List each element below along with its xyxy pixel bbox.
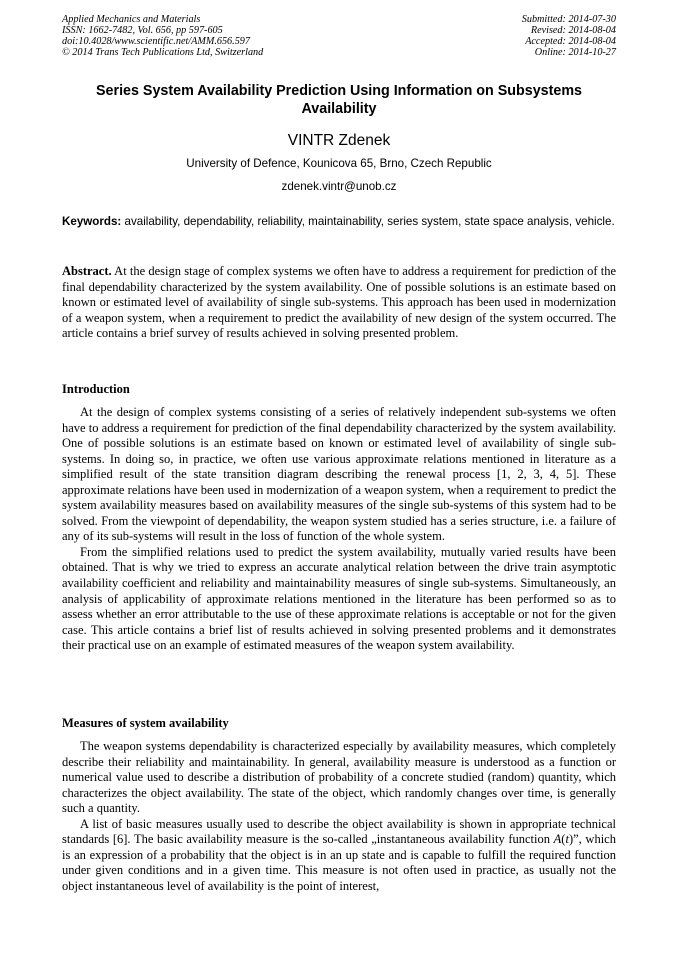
- introduction-heading: Introduction: [62, 382, 130, 396]
- time-symbol: t: [565, 832, 569, 847]
- abstract: [62, 264, 616, 342]
- keywords-text: availability, dependability, reliability, maintainability, series system, state space analysis, vehicle.: [124, 215, 615, 228]
- journal-doi: doi:10.4028/www.scientific.net/AMM.656.597: [62, 35, 250, 47]
- paper-title: Series System Availability Prediction Using Information on Subsystems Availability: [96, 83, 582, 117]
- abstract-text: At the design stage of complex systems we often have to address a requirement for prediction of the final dependability characterized by the system availability. One of possible solutions is an estimate based on known or estimated level of availability of single sub-systems. This approach has been used in modernization of a weapon system, when a requirement to predict the availability of new design of the system occurred. The article contains a brief survey of results achieved in solving presented problem.: [62, 264, 616, 341]
- keywords: [62, 214, 616, 230]
- measures-p2-text-b: )”, which is an expression of a probability that the object is in an up state and is capable to fulfill the required function under given conditions and in a given time. This measure is not often used in practice, as usually not the object instantaneous level of availability is the point of interest,: [62, 832, 616, 893]
- measures-paragraph: The weapon systems dependability is characterized especially by availability measures, which completely describe their reliability and maintainability. In general, availability measure is understood as a function or numerical value used to describe a distribution of probability of a concrete studied (random) quantity, which characterizes the object availability. The state of the object, which randomly changes over time, is generally such a quantity.: [62, 739, 616, 816]
- date-online: Online: 2014-10-27: [534, 46, 616, 58]
- journal-issn: ISSN: 1662-7482, Vol. 656, pp 597-605: [62, 24, 223, 36]
- journal-copyright: © 2014 Trans Tech Publications Ltd, Switzerland: [62, 46, 264, 58]
- author-affiliation: University of Defence, Kounicova 65, Brno, Czech Republic: [186, 157, 492, 170]
- date-revised: Revised: 2014-08-04: [530, 24, 616, 36]
- introduction-paragraph: At the design of complex systems consisting of a series of relatively independent sub-systems we often have to address a requirement for prediction of the final dependability characterized by the system availability. One of possible solutions is an estimate based on known or estimated level of availability of single sub-systems. In doing so, in practice, we often use various approximate relations mentioned in literature as a simplified result of the state transition diagram describing the renewal process [1, 2, 3, 4, 5]. These approximate relations have been used in modernization of a weapon system, when a requirement to predict the system availability measures based on availability measures of the single sub-systems of this system had to be solved. From the viewpoint of dependability, the weapon system studied has a series structure, i.e. a failure of any of its sub-systems will result in the loss of function of the whole system.: [62, 405, 616, 544]
- author-email[interactable]: zdenek.vintr@unob.cz: [281, 180, 397, 193]
- paren-open: (: [561, 832, 566, 847]
- introduction-body: [62, 405, 616, 654]
- measures-body: [62, 739, 616, 894]
- introduction-paragraph: From the simplified relations used to predict the system availability, mutually varied results have been obtained. That is why we tried to express an accurate analytical relation between the drive train asymptotic availability coefficient and reliability and maintainability measures of single sub-systems. Simultaneously, an analysis of applicability of approximate relations mentioned in the literature has been performed so as to assess whether an error attributable to the use of these approximate relations is acceptable or not for the given case. This article contains a brief list of results achieved in solving presented problems and it demonstrates their practical use on an example of estimated measures of the weapon system availability.: [62, 544, 616, 653]
- date-submitted: Submitted: 2014-07-30: [521, 14, 616, 25]
- measures-paragraph: [62, 817, 616, 895]
- date-accepted: Accepted: 2014-08-04: [525, 35, 616, 47]
- measures-p2-text-a: A list of basic measures usually used to describe the object availability is shown in appropriate technical standards [6]. The basic availability measure is the so-called „instantaneous availability function: [62, 816, 616, 847]
- paper-author: VINTR Zdenek: [287, 132, 391, 149]
- journal-name: Applied Mechanics and Materials: [62, 14, 201, 25]
- measures-heading: Measures of system availability: [62, 716, 229, 730]
- abstract-label: Abstract.: [62, 264, 112, 278]
- journal-info: [62, 15, 263, 59]
- keywords-label: Keywords:: [62, 215, 122, 228]
- availability-symbol: A: [553, 832, 562, 847]
- submission-dates: [522, 15, 616, 59]
